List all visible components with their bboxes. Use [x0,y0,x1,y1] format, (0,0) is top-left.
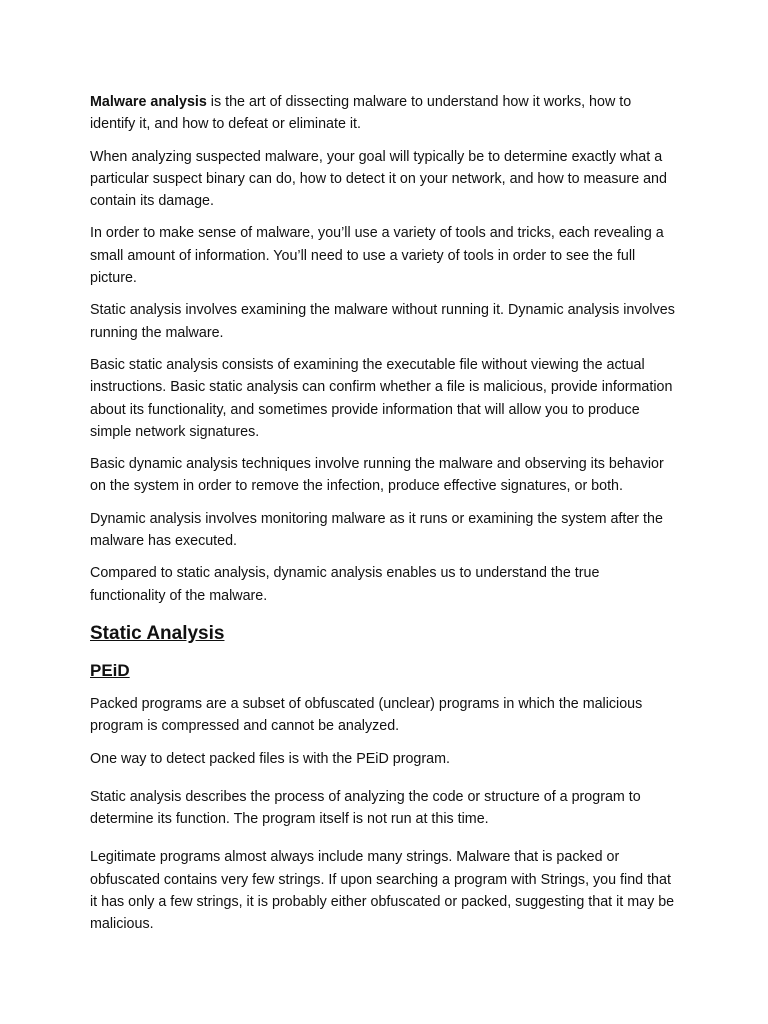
intro-text: is the art of dissecting malware to understand how it works, how to identify it, and how to defeat or eliminate it. [90,94,632,133]
subsection-heading-peid: PEiD [90,660,130,680]
paragraph-peid-detect: One way to detect packed files is with the PEiD program. [90,750,450,767]
paragraph-tools: In order to make sense of malware, you’ll use a variety of tools and tricks, each revealing a small amount of information. You’ll need to use a variety of tools in order to see the full picture. [90,225,664,287]
paragraph-comparison: Compared to static analysis, dynamic analysis enables us to understand the true functionality of the malware. [90,565,600,604]
paragraph-static-vs-dynamic: Static analysis involves examining the malware without running it. Dynamic analysis involves running the malware. [90,302,675,341]
paragraph-dynamic-monitoring: Dynamic analysis involves monitoring malware as it runs or examining the system after the malware has executed. [90,510,663,550]
paragraph-static-description: Static analysis describes the process of analyzing the code or structure of a program to determine its function. The program itself is not run at this time. [90,788,641,828]
paragraph-basic-dynamic: Basic dynamic analysis techniques involve running the malware and observing its behavior on the system in order to remove the infection, produce effective signatures, or both. [90,456,664,495]
paragraph-packed-programs: Packed programs are a subset of obfuscated (unclear) programs in which the malicious program is compressed and cannot be analyzed. [90,695,643,735]
paragraph-goal: When analyzing suspected malware, your goal will typically be to determine exactly what a particular suspect binary can do, how to detect it on your network, and how to measure and contain its damage. [90,148,667,210]
paragraph-strings: Legitimate programs almost always include many strings. Malware that is packed or obfuscated contains very few strings. If upon searching a program with Strings, you find that it has only a few strings, it is probably either obfuscated or packed, suggesting that it may be malicious. [90,849,675,933]
paragraph-basic-static: Basic static analysis consists of examining the executable file without viewing the actual instructions. Basic static analysis can confirm whether a file is malicious, provide information about its functionality, and sometimes provide information that will allow you to produce simple network signatures. [90,356,673,440]
document-body [90,91,678,946]
intro-lead-term: Malware analysis [90,94,207,110]
intro-paragraph [90,91,678,136]
section-heading-static-analysis: Static Analysis [90,622,225,644]
